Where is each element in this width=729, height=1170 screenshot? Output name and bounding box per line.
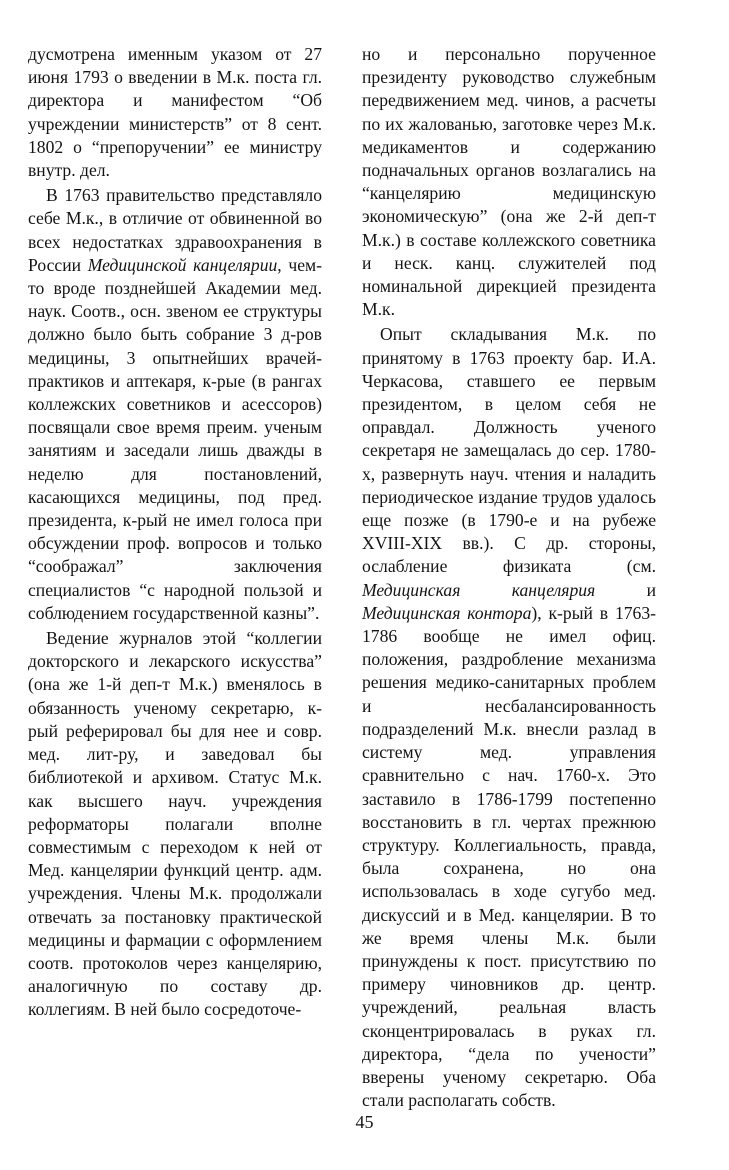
right-paragraph-2-text-b: ), к-рый в 1763-1786 вообще не имел офиц. положения, раздробление механизма решения медико-санитарных проблем и несбалансированность подразделений М.к. внесли разлад в систему мед. управления сравнительно с нач. 1760-х. Это заставило в 1786-1799 постепенно восстановить в гл. чертах прежнюю структуру. Коллегиальность, правда, была сохранена, но она использовалась в ходе сугубо мед. дискуссий и в Мед. канцелярии. В то же время члены М.к. были принуждены к пост. присутствию по примеру чиновников др. центр. учреждений, реальная власть сконцентрировалась в руках гл. директора, “дела по учености” вверены ученому секретарю. Оба стали располагать собств.	[362, 602, 656, 1111]
left-paragraph-3	[28, 627, 322, 1021]
left-paragraph-1-text: дусмотрена именным указом от 27 июня 1793 о введении в М.к. поста гл. директора и манифестом “Об учреждении министерств” от 8 сент. 1802 о “препоручении” ее министру внутр. дел.	[28, 44, 322, 181]
left-paragraph-2	[28, 184, 322, 625]
left-paragraph-2-text-a: В 1763 правительство представляло себе М.к., в отличие от обвиненной во всех недостатках здравоохранения в России	[28, 185, 322, 275]
right-paragraph-2	[362, 323, 656, 1112]
right-paragraph-2-italic-term-2: Медицинская контора	[362, 602, 532, 623]
left-paragraph-3-text: Ведение журналов этой “коллегии докторского и лекарского искусства” (она же 1-й деп-т М.к.) вменялось в обязанность ученому секретарю, к-рый реферировал бы для нее и совр. мед. лит-ру, и заведовал бы библиотекой и архивом. Статус М.к. как высшего науч. учреждения реформаторы полагали вполне совместимым с переходом к ней от Мед. канцелярии функций центр. адм. учреждения. Члены М.к. продолжали отвечать за постановку практической медицины и фармации с оформлением соотв. протоколов через канцелярию, аналогичную по составу др. коллегиям. В ней было сосредоточе-	[28, 628, 322, 1020]
right-column	[362, 43, 656, 1112]
right-paragraph-1	[362, 43, 656, 321]
page-number: 45	[355, 1112, 374, 1132]
right-paragraph-2-italic-term-1: Медицинская канцелярия	[362, 579, 596, 600]
left-column	[28, 43, 322, 1022]
left-paragraph-2-italic-term: Медицинской канцелярии	[87, 254, 278, 275]
right-paragraph-2-text-mid: и	[595, 579, 656, 600]
left-paragraph-1	[28, 43, 322, 182]
left-paragraph-2-text-b: , чем-то вроде позднейшей Академии мед. наук. Соотв., осн. звеном ее структуры должно было быть собрание 3 д-ров медицины, 3 опытнейших врачей-практиков и аптекаря, к-рые (в рангах коллежских советников и асессоров) посвящали свое время преим. ученым занятиям и заседали лишь дважды в неделю для постановлений, касающихся медицины, под пред. президента, к-рый не имел голоса при обсуждении проф. вопросов и только “соображал” заключения специалистов “с народной пользой и соблюдением государственной казны”.	[28, 254, 323, 623]
right-paragraph-1-text: но и персонально порученное президенту руководство служебным передвижением мед. чинов, а расчеты по их жалованью, заготовке через М.к. медикаментов и содержанию подначальных органов возлагались на “канцелярию медицинскую экономическую” (она же 2-й деп-т М.к.) в составе коллежского советника и неск. канц. служителей под номинальной дирекцией президента М.к.	[362, 44, 656, 320]
right-paragraph-2-text-a: Опыт складывания М.к. по принятому в 1763 проекту бар. И.А. Черкасова, ставшего ее первым президентом, в целом себя не оправдал. Должность ученого секретаря не замещалась до сер. 1780-х, развернуть науч. чтения и наладить периодическое издание трудов удалось еще позже (в 1790-е и на рубеже XVIII-XIX вв.). С др. стороны, ослабление физиката (см.	[362, 324, 656, 577]
